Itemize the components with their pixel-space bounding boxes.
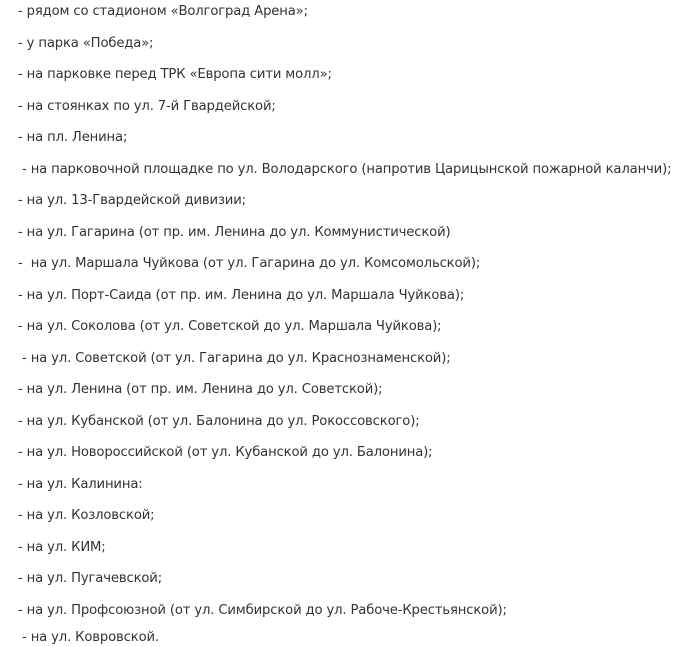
list-item: - на ул. Профсоюзной (от ул. Симбирской до ул. Рабоче-Крестьянской); [18, 603, 507, 618]
list-item: - на ул. Соколова (от ул. Советской до ул. Маршала Чуйкова); [18, 319, 442, 334]
list-item: - на ул. Пугачевской; [18, 571, 163, 586]
list-item: - на ул. КИМ; [18, 540, 106, 555]
list-item: - на парковке перед ТРК «Европа сити молл»; [18, 67, 332, 82]
list-item: - на ул. 13-Гвардейской дивизии; [18, 193, 246, 208]
list-item: - на ул. Порт-Саида (от пр. им. Ленина до ул. Маршала Чуйкова); [18, 288, 465, 303]
list-item: - на ул. Ленина (от пр. им. Ленина до ул. Советской); [18, 382, 383, 397]
list-item: - на ул. Маршала Чуйкова (от ул. Гагарина до ул. Комсомольской); [18, 256, 481, 271]
list-item: - у парка «Победа»; [18, 36, 154, 51]
list-item: - рядом со стадионом «Волгоград Арена»; [18, 4, 308, 19]
list-item: - на ул. Калинина: [18, 477, 143, 492]
list-item: - на пл. Ленина; [18, 130, 128, 145]
list-item: - на стоянках по ул. 7-й Гвардейской; [18, 99, 276, 114]
list-item: - на парковочной площадке по ул. Володарского (напротив Царицынской пожарной каланчи); [18, 162, 672, 177]
list-item: - на ул. Новороссийской (от ул. Кубанской до ул. Балонина); [18, 445, 433, 460]
list-item: - на ул. Ковровской. [18, 630, 159, 645]
list-item: - на ул. Советской (от ул. Гагарина до ул. Краснознаменской); [18, 351, 451, 366]
list-item: - на ул. Кубанской (от ул. Балонина до ул. Рокоссовского); [18, 414, 420, 429]
list-item: - на ул. Гагарина (от пр. им. Ленина до ул. Коммунистической) [18, 225, 451, 240]
list-item: - на ул. Козловской; [18, 508, 155, 523]
